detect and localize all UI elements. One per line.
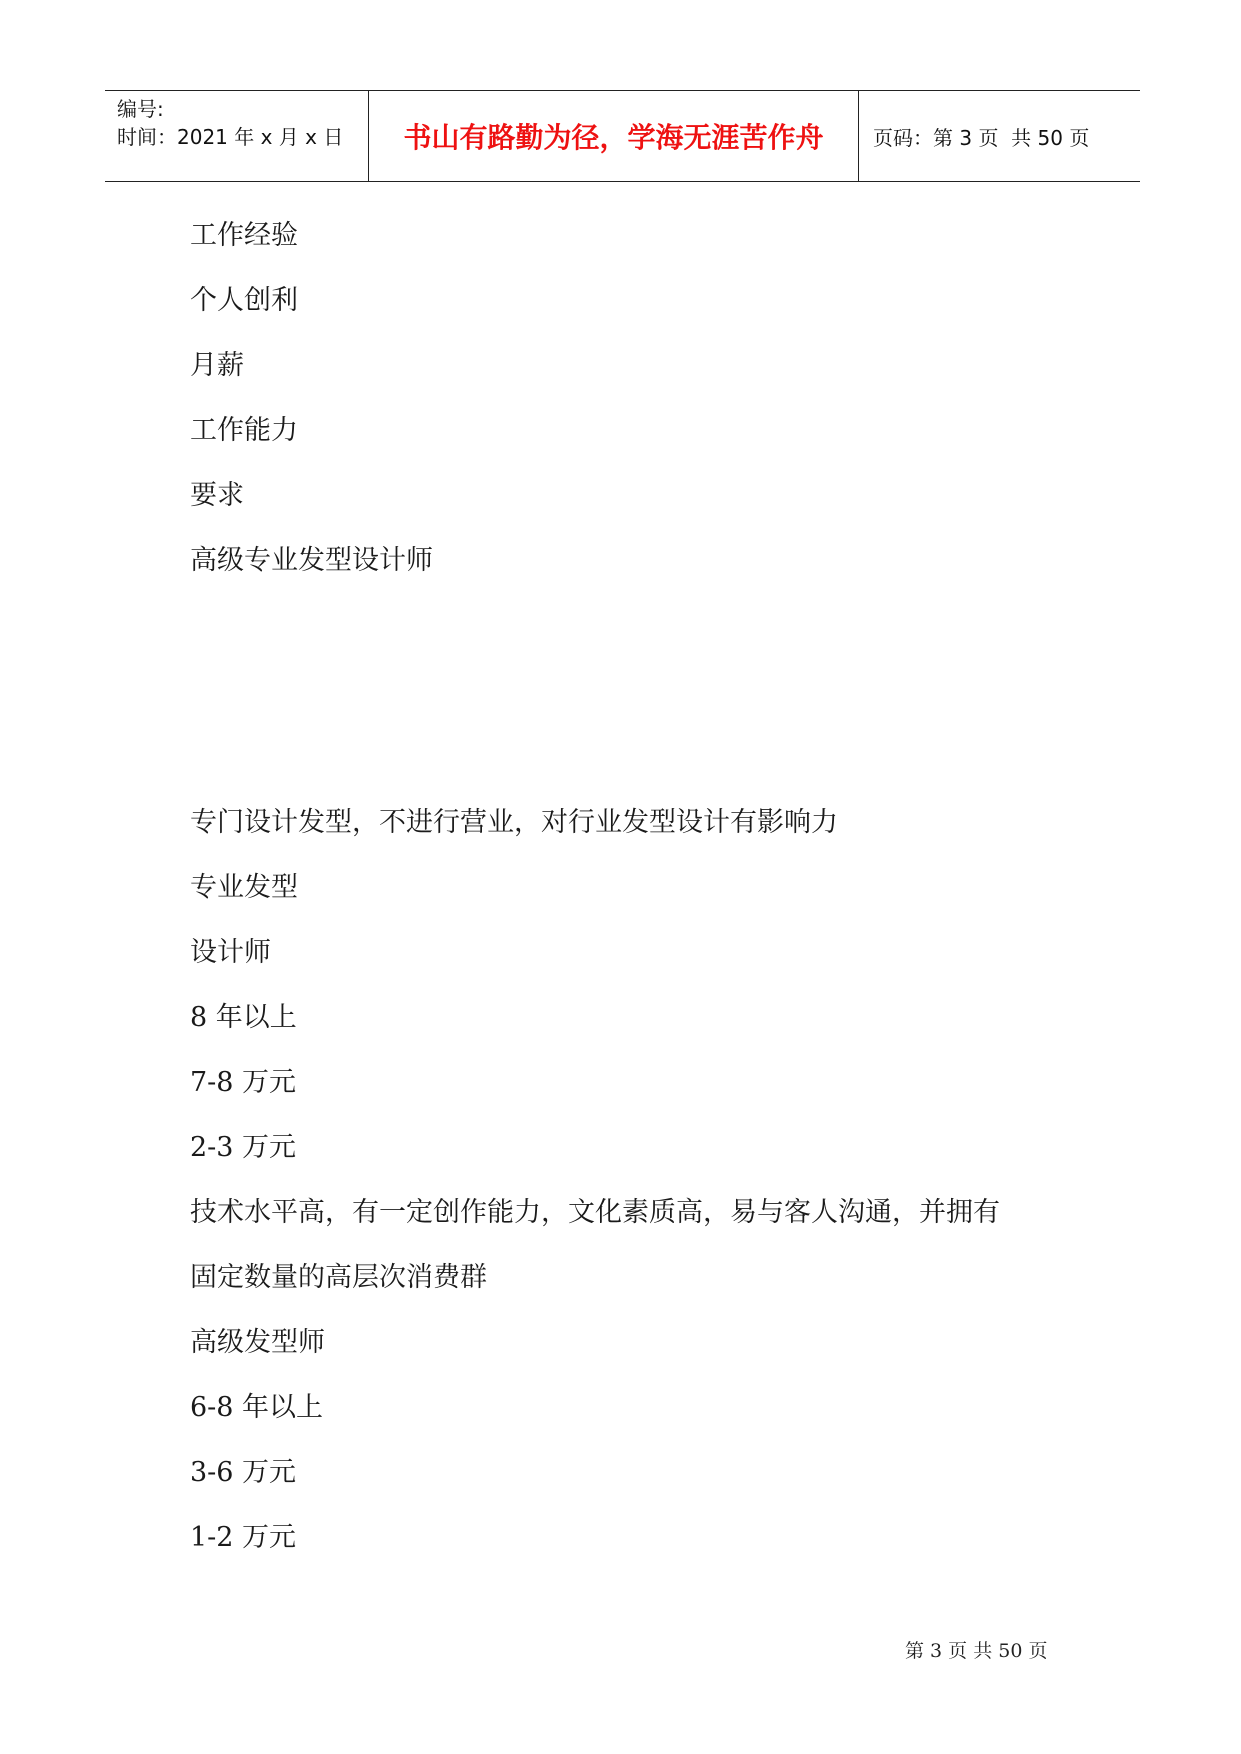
text-line: 专业发型	[190, 872, 298, 903]
text-line: 1-2 万元	[190, 1522, 297, 1553]
text-line: 固定数量的高层次消费群	[190, 1262, 487, 1293]
number-label: 编号:	[117, 97, 164, 121]
text-line: 高级发型师	[190, 1327, 325, 1358]
page-header	[105, 90, 1140, 182]
text-line: 3-6 万元	[190, 1457, 297, 1488]
text-line: 要求	[190, 480, 244, 511]
text-line: 高级专业发型设计师	[190, 545, 433, 576]
text-line: 工作能力	[190, 415, 298, 446]
text-line: 专门设计发型，不进行营业，对行业发型设计有影响力	[190, 807, 838, 838]
header-motto: 书山有路勤为径，学海无涯苦作舟	[369, 91, 859, 181]
header-page-code: 页码：第 3 页 共 50 页	[873, 125, 1090, 150]
text-line: 技术水平高，有一定创作能力，文化素质高，易与客人沟通，并拥有	[190, 1197, 1000, 1228]
text-line: 个人创利	[190, 285, 298, 316]
text-line: 2-3 万元	[190, 1132, 297, 1163]
text-line: 7-8 万元	[190, 1067, 297, 1098]
text-line: 设计师	[190, 937, 271, 968]
time-label: 时间：2021 年 x 月 x 日	[117, 125, 344, 149]
text-line: 8 年以上	[190, 1002, 297, 1033]
text-line: 6-8 年以上	[190, 1392, 324, 1423]
header-meta	[105, 91, 369, 181]
text-line: 月薪	[190, 350, 244, 381]
text-line: 工作经验	[190, 220, 298, 251]
page-footer: 第 3 页 共 50 页	[905, 1640, 1048, 1662]
